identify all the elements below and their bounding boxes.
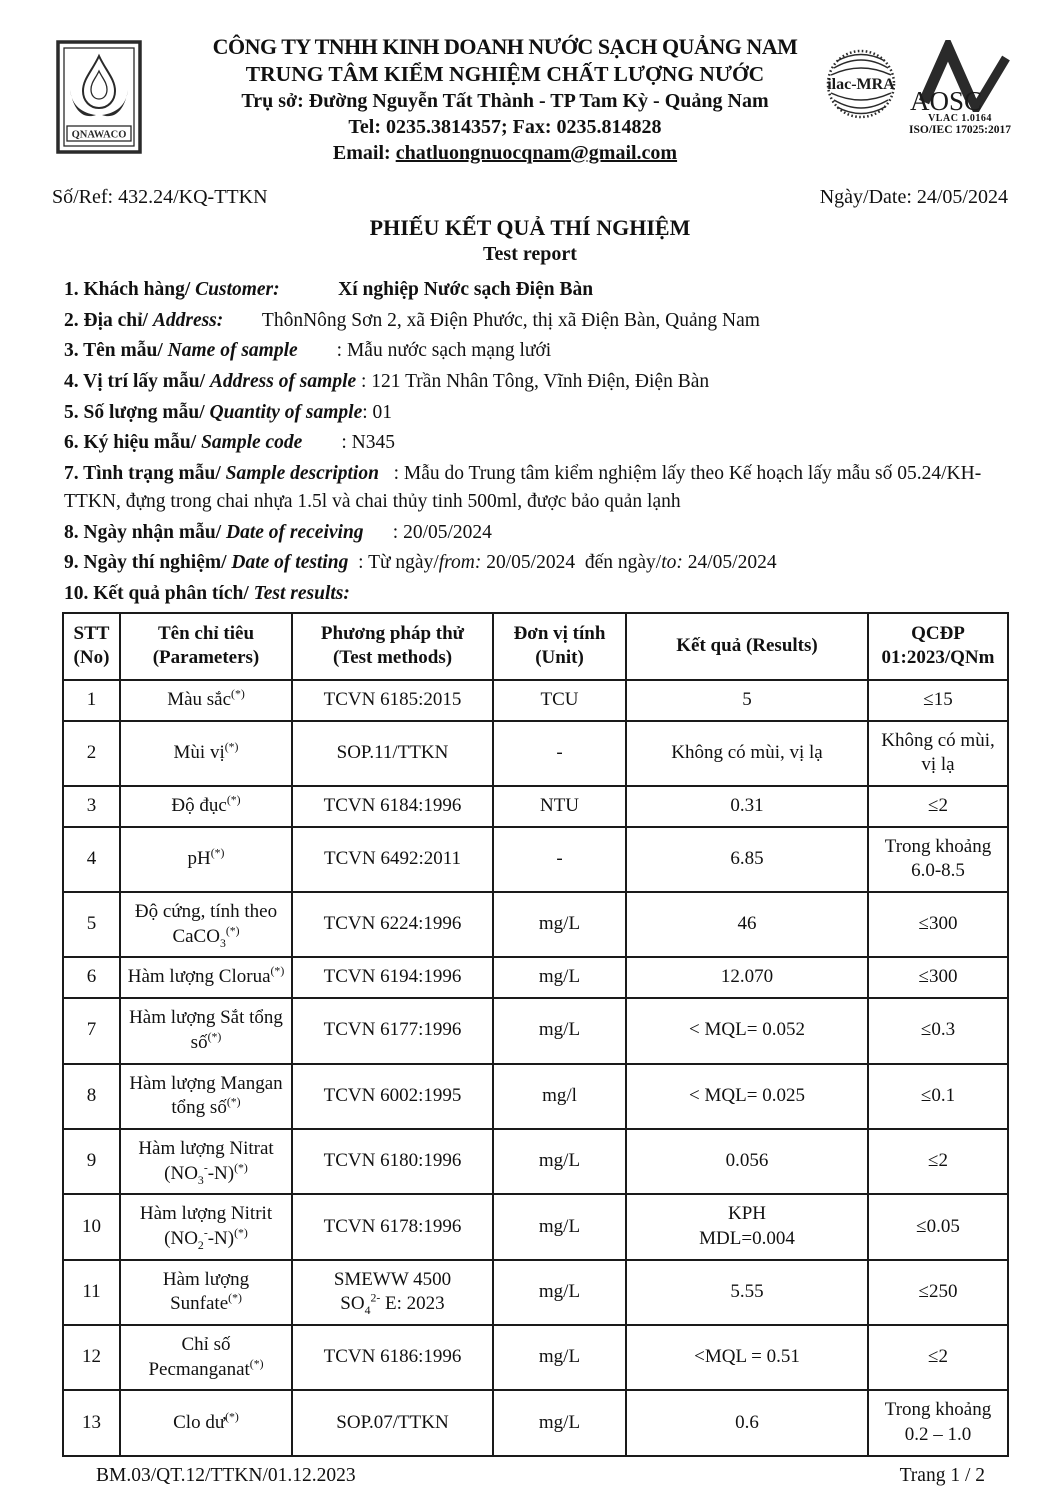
cell-result: 46 (626, 892, 868, 957)
cell-result: <MQL = 0.51 (626, 1325, 868, 1390)
cell-method: SOP.11/TTKN (292, 721, 493, 786)
cell-no: 5 (63, 892, 120, 957)
result-row (63, 998, 1008, 1063)
col-header-parameter: Tên chỉ tiêu (Parameters) (120, 613, 292, 680)
cell-unit: mg/L (493, 1194, 626, 1259)
ilac-mra-text: ilac-MRA (827, 76, 895, 93)
cell-no: 11 (63, 1260, 120, 1325)
cell-unit: mg/L (493, 957, 626, 998)
iso-standard: ISO/IEC 17025:2017 (909, 124, 1011, 136)
result-row (63, 892, 1008, 957)
cell-unit: mg/L (493, 1325, 626, 1390)
sample-info-list (64, 276, 1012, 608)
cell-result: Không có mùi, vị lạ (626, 721, 868, 786)
result-row (63, 1260, 1008, 1325)
email-label: Email: (332, 142, 396, 164)
cell-result: 5.55 (626, 1260, 868, 1325)
cell-unit: mg/L (493, 1260, 626, 1325)
col-header-result: Kết quả (Results) (626, 613, 868, 680)
info-item-sample-description: 7. Tình trạng mẫu/ Sample description : Mẫu do Trung tâm kiểm nghiệm lấy theo Kế hoạch lấy mẫu số 05.24/KH-TTKN, đựng trong chai nhựa 1.5l và chai thủy tinh 500ml, được bảo quản lạnh (64, 463, 982, 512)
email-line (198, 142, 812, 165)
cell-method: TCVN 6002:1995 (292, 1064, 493, 1129)
cell-limit: ≤2 (868, 1129, 1008, 1194)
cell-no: 2 (63, 721, 120, 786)
company-name: CÔNG TY TNHH KINH DOANH NƯỚC SẠCH QUẢNG NAM (212, 34, 798, 59)
info-item-sample-name: 3. Tên mẫu/ Name of sample : Mẫu nước sạch mạng lưới (64, 340, 552, 362)
info-item-date-testing: 9. Ngày thí nghiệm/ Date of testing : Từ ngày/from: 20/05/2024 đến ngày/to: 24/05/2024 (64, 552, 777, 574)
cell-param: Màu sắc(*) (120, 680, 292, 721)
ref-number: Số/Ref: 432.24/KQ-TTKN (52, 186, 268, 208)
cell-limit: ≤300 (868, 892, 1008, 957)
results-table-body (63, 680, 1008, 1456)
cell-no: 6 (63, 957, 120, 998)
cell-method: TCVN 6194:1996 (292, 957, 493, 998)
cell-result: 5 (626, 680, 868, 721)
cell-no: 7 (63, 998, 120, 1063)
letterhead (48, 34, 1012, 172)
result-row (63, 1194, 1008, 1259)
tel-fax-line: Tel: 0235.3814357; Fax: 0235.814828 (348, 116, 662, 138)
cell-result: 0.056 (626, 1129, 868, 1194)
results-header-row (63, 613, 1008, 680)
cell-no: 9 (63, 1129, 120, 1194)
cell-unit: - (493, 827, 626, 892)
cell-limit: Không có mùi, vị lạ (868, 721, 1008, 786)
cell-limit: ≤15 (868, 680, 1008, 721)
result-row (63, 680, 1008, 721)
cell-method: TCVN 6186:1996 (292, 1325, 493, 1390)
info-item-sample-location: 4. Vị trí lấy mẫu/ Address of sample : 121 Trần Nhân Tông, Vĩnh Điện, Điện Bàn (64, 371, 710, 393)
report-title-en: Test report (483, 243, 577, 265)
cell-unit: mg/L (493, 892, 626, 957)
result-row (63, 721, 1008, 786)
qnawaco-logo (56, 40, 142, 159)
cell-no: 13 (63, 1390, 120, 1455)
report-title-vi: PHIẾU KẾT QUẢ THÍ NGHIỆM (369, 215, 691, 240)
page-number: Trang 1 / 2 (899, 1464, 985, 1486)
result-row (63, 1064, 1008, 1129)
result-row (63, 1325, 1008, 1390)
col-header-method: Phương pháp thử (Test methods) (292, 613, 493, 680)
info-item-date-receiving: 8. Ngày nhận mẫu/ Date of receiving : 20/05/2024 (64, 521, 492, 543)
cell-result: 0.31 (626, 786, 868, 827)
water-drop-hands-icon (56, 40, 142, 154)
cell-no: 12 (63, 1325, 120, 1390)
cell-param: Chỉ số Pecmanganat(*) (120, 1325, 292, 1390)
cell-method: TCVN 6178:1996 (292, 1194, 493, 1259)
aosc-mark (908, 40, 1012, 136)
cell-result: 6.85 (626, 827, 868, 892)
cell-no: 10 (63, 1194, 120, 1259)
cell-param: Hàm lượng Sunfate(*) (120, 1260, 292, 1325)
accreditation-marks (824, 40, 1012, 136)
cell-param: Hàm lượng Clorua(*) (120, 957, 292, 998)
page-footer (62, 1465, 1007, 1487)
cell-param: Hàm lượng Nitrit $(NO_2^--N)^{(*)}$ (120, 1194, 292, 1259)
cell-method: TCVN 6177:1996 (292, 998, 493, 1063)
cell-limit: Trong khoảng 0.2 – 1.0 (868, 1390, 1008, 1455)
report-date: Ngày/Date: 24/05/2024 (819, 186, 1008, 208)
cell-result: KPH MDL=0.004 (626, 1194, 868, 1259)
info-item-test-results: 10. Kết quả phân tích/ Test results: (64, 582, 350, 604)
cell-method: TCVN 6184:1996 (292, 786, 493, 827)
vlac-number: VLAC 1.0164 (928, 113, 992, 124)
cell-no: 3 (63, 786, 120, 827)
cell-method: SOP.07/TTKN (292, 1390, 493, 1455)
cell-unit: NTU (493, 786, 626, 827)
cell-unit: mg/L (493, 1129, 626, 1194)
info-item-customer: 1. Khách hàng/ Customer: Xí nghiệp Nước sạch Điện Bàn (64, 279, 594, 300)
cell-method: TCVN 6492:2011 (292, 827, 493, 892)
cell-method: TCVN 6185:2015 (292, 680, 493, 721)
email-address: chatluongnuocqnam@gmail.com (395, 142, 678, 164)
cell-no: 1 (63, 680, 120, 721)
cell-param: Độ đục(*) (120, 786, 292, 827)
cell-method: TCVN 6224:1996 (292, 892, 493, 957)
info-item-quantity: 5. Số lượng mẫu/ Quantity of sample: 01 (64, 401, 393, 423)
info-item-address: 2. Địa chỉ/ Address: ThônNông Sơn 2, xã Điện Phước, thị xã Điện Bàn, Quảng Nam (64, 309, 760, 331)
cell-method: SMEWW 4500 $SO_4^{2-}$ E: 2023 (292, 1260, 493, 1325)
cell-result: < MQL= 0.025 (626, 1064, 868, 1129)
result-row (63, 786, 1008, 827)
cell-limit: Trong khoảng 6.0-8.5 (868, 827, 1008, 892)
cell-no: 4 (63, 827, 120, 892)
logo-text: QNAWACO (71, 129, 127, 141)
result-row (63, 827, 1008, 892)
results-table (62, 612, 1009, 1457)
cell-param: Mùi vị(*) (120, 721, 292, 786)
cell-limit: ≤250 (868, 1260, 1008, 1325)
cell-unit: mg/L (493, 998, 626, 1063)
info-item-sample-code: 6. Ký hiệu mẫu/ Sample code : N345 (64, 432, 395, 454)
col-header-no: STT (No) (63, 613, 120, 680)
result-row (63, 1390, 1008, 1455)
cell-param: Clo dư(*) (120, 1390, 292, 1455)
cell-param: Hàm lượng Nitrat $(NO_3^--N)^{(*)}$ (120, 1129, 292, 1194)
letterhead-text (198, 34, 812, 165)
cell-limit: ≤0.3 (868, 998, 1008, 1063)
cell-limit: ≤0.1 (868, 1064, 1008, 1129)
cell-method: TCVN 6180:1996 (292, 1129, 493, 1194)
cell-unit: - (493, 721, 626, 786)
head-office-address: Trụ sở: Đường Nguyễn Tất Thành - TP Tam Kỳ - Quảng Nam (241, 90, 769, 112)
cell-unit: TCU (493, 680, 626, 721)
ilac-mra-stamp-icon (824, 40, 898, 130)
cell-param: Hàm lượng Sắt tổng số(*) (120, 998, 292, 1063)
aosc-logo-icon (908, 40, 1012, 112)
cell-limit: ≤2 (868, 786, 1008, 827)
cell-limit: ≤300 (868, 957, 1008, 998)
cell-limit: ≤0.05 (868, 1194, 1008, 1259)
col-header-unit: Đơn vị tính (Unit) (493, 613, 626, 680)
cell-limit: ≤2 (868, 1325, 1008, 1390)
cell-param: pH(*) (120, 827, 292, 892)
aosc-text: AOSC (910, 86, 983, 112)
cell-unit: mg/l (493, 1064, 626, 1129)
result-row (63, 1129, 1008, 1194)
cell-result: < MQL= 0.052 (626, 998, 868, 1063)
col-header-limit: QCĐP 01:2023/QNm (868, 613, 1008, 680)
cell-result: 12.070 (626, 957, 868, 998)
cell-param: Độ cứng, tính theo CaCO$_3$(*) (120, 892, 292, 957)
center-name: TRUNG TÂM KIỂM NGHIỆM CHẤT LƯỢNG NƯỚC (245, 62, 765, 86)
cell-param: Hàm lượng Mangan tổng số(*) (120, 1064, 292, 1129)
result-row (63, 957, 1008, 998)
cell-result: 0.6 (626, 1390, 868, 1455)
ref-date-row (48, 186, 1012, 209)
form-code: BM.03/QT.12/TTKN/01.12.2023 (96, 1464, 356, 1486)
cell-unit: mg/L (493, 1390, 626, 1455)
cell-no: 8 (63, 1064, 120, 1129)
